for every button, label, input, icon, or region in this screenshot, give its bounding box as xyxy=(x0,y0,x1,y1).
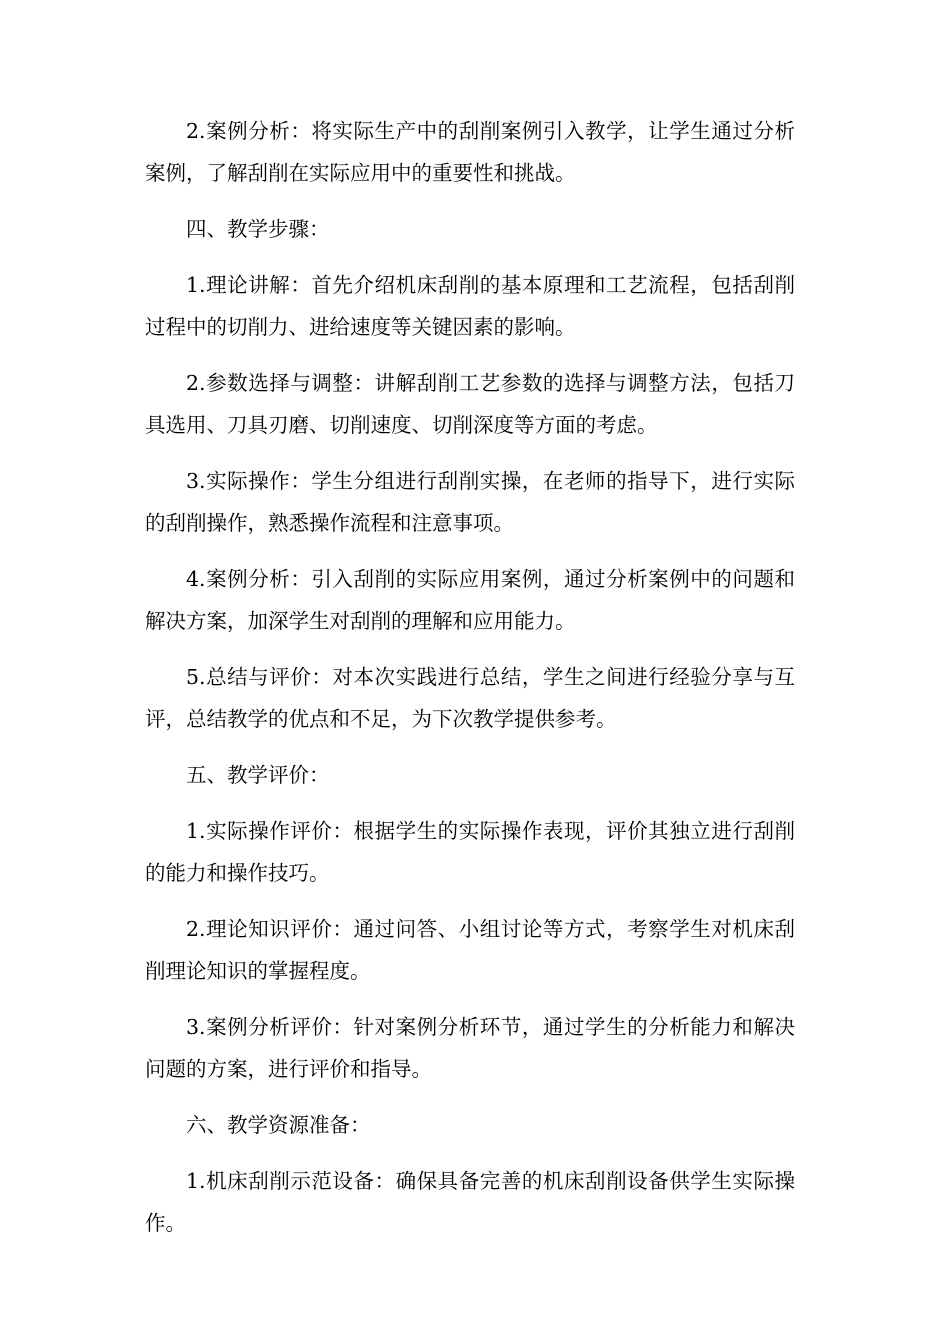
section-heading-teaching-evaluation: 五、教学评价： xyxy=(186,763,330,787)
document-body xyxy=(145,110,795,1258)
paragraph-step-parameters: 2.参数选择与调整：讲解刮削工艺参数的选择与调整方法，包括刀具选用、刀具刃磨、切削速度、切削深度等方面的考虑。 xyxy=(145,371,795,437)
paragraph-eval-theory: 2.理论知识评价：通过问答、小组讨论等方式，考察学生对机床刮削理论知识的掌握程度。 xyxy=(145,917,795,983)
paragraph-eval-practice: 1.实际操作评价：根据学生的实际操作表现，评价其独立进行刮削的能力和操作技巧。 xyxy=(145,819,795,885)
paragraph-step-summary: 5.总结与评价：对本次实践进行总结，学生之间进行经验分享与互评，总结教学的优点和不足，为下次教学提供参考。 xyxy=(145,665,795,731)
section-heading-teaching-steps: 四、教学步骤： xyxy=(186,217,330,241)
paragraph-eval-case: 3.案例分析评价：针对案例分析环节，通过学生的分析能力和解决问题的方案，进行评价和指导。 xyxy=(145,1015,795,1081)
paragraph-step-practice: 3.实际操作：学生分组进行刮削实操，在老师的指导下，进行实际的刮削操作，熟悉操作流程和注意事项。 xyxy=(145,469,795,535)
paragraph-case-analysis-method: 2.案例分析：将实际生产中的刮削案例引入教学，让学生通过分析案例，了解刮削在实际应用中的重要性和挑战。 xyxy=(145,119,795,185)
paragraph-step-case-analysis: 4.案例分析：引入刮削的实际应用案例，通过分析案例中的问题和解决方案，加深学生对刮削的理解和应用能力。 xyxy=(145,567,795,633)
paragraph-step-theory: 1.理论讲解：首先介绍机床刮削的基本原理和工艺流程，包括刮削过程中的切削力、进给速度等关键因素的影响。 xyxy=(145,273,795,339)
section-heading-resources: 六、教学资源准备： xyxy=(186,1113,371,1137)
paragraph-resource-equipment: 1.机床刮削示范设备：确保具备完善的机床刮削设备供学生实际操作。 xyxy=(145,1169,795,1235)
